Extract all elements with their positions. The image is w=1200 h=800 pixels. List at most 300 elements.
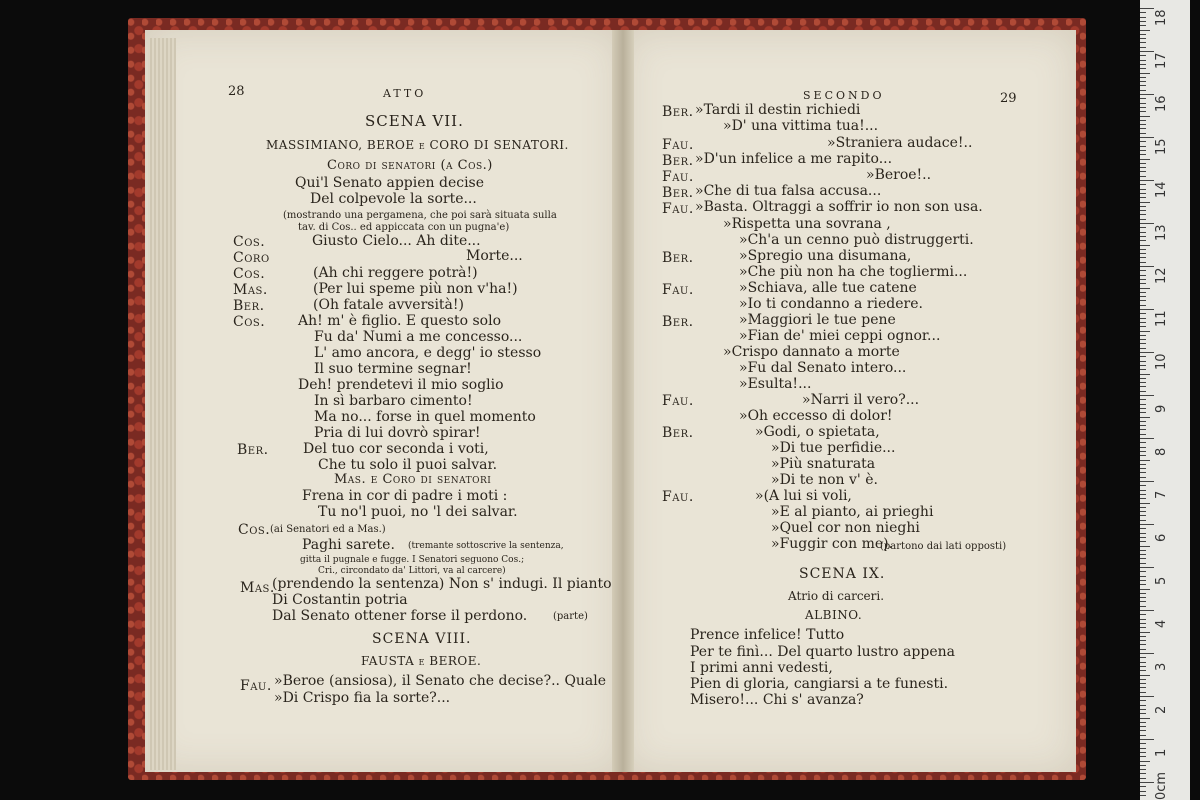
ruler-tick bbox=[1140, 167, 1146, 168]
ruler-tick bbox=[1140, 180, 1154, 181]
ruler-tick bbox=[1140, 503, 1150, 504]
verse-line: »D'un infelice a me rapito... bbox=[695, 151, 893, 167]
ruler-tick bbox=[1140, 589, 1150, 590]
ruler-tick bbox=[1140, 150, 1146, 151]
ruler-tick bbox=[1140, 232, 1146, 233]
scene-characters-7: MASSIMIANO, BEROE e CORO DI SENATORI. bbox=[266, 138, 569, 152]
verse-line: »Io ti condanno a riedere. bbox=[739, 296, 923, 312]
verse-line: Del tuo cor seconda i voti, bbox=[303, 441, 489, 457]
measurement-ruler bbox=[1140, 0, 1190, 800]
page-number-left: 28 bbox=[228, 84, 245, 99]
ruler-tick bbox=[1140, 765, 1146, 766]
ruler-tick bbox=[1140, 425, 1146, 426]
verse-line: »Rispetta una sovrana , bbox=[723, 216, 891, 232]
ruler-tick bbox=[1140, 601, 1146, 602]
ruler-tick bbox=[1140, 692, 1146, 693]
verse-line: Ma no... forse in quel momento bbox=[314, 409, 536, 425]
verse-line: Frena in cor di padre i moti : bbox=[302, 488, 508, 504]
ruler-tick bbox=[1140, 55, 1146, 56]
ruler-tick bbox=[1140, 257, 1146, 258]
ruler-tick bbox=[1140, 137, 1154, 138]
ruler-tick bbox=[1140, 494, 1146, 495]
ruler-label: 4 bbox=[1154, 619, 1169, 628]
ruler-tick bbox=[1140, 619, 1146, 620]
book-gutter bbox=[612, 30, 634, 772]
verse-line: »Di Crispo fia la sorte?... bbox=[274, 690, 451, 706]
ruler-tick bbox=[1140, 378, 1146, 379]
ruler-tick bbox=[1140, 558, 1146, 559]
ruler-tick bbox=[1140, 442, 1146, 443]
speaker-label: Mas. bbox=[240, 580, 275, 596]
verse-line: »Fuggir con me). bbox=[771, 536, 894, 552]
ruler-tick bbox=[1140, 227, 1146, 228]
ruler-tick bbox=[1140, 210, 1146, 211]
ruler-tick bbox=[1140, 468, 1146, 469]
ruler-tick bbox=[1140, 481, 1154, 482]
ruler-tick bbox=[1140, 120, 1146, 121]
ruler-label: 15 bbox=[1154, 138, 1169, 155]
ruler-tick bbox=[1140, 597, 1146, 598]
stage-direction: (parte) bbox=[553, 611, 588, 622]
ruler-tick bbox=[1140, 666, 1146, 667]
speaker-label: Ber. bbox=[237, 442, 269, 458]
ruler-tick bbox=[1140, 528, 1146, 529]
verse-line: »Tardi il destin richiedi bbox=[695, 102, 861, 118]
ruler-tick bbox=[1140, 408, 1146, 409]
ruler-tick bbox=[1140, 245, 1150, 246]
ruler-tick bbox=[1140, 253, 1146, 254]
ruler-tick bbox=[1140, 339, 1146, 340]
ruler-tick bbox=[1140, 236, 1146, 237]
ruler-tick bbox=[1140, 73, 1150, 74]
ruler-tick bbox=[1140, 584, 1146, 585]
ruler-tick bbox=[1140, 429, 1146, 430]
ruler-label: 7 bbox=[1154, 490, 1169, 499]
ruler-tick bbox=[1140, 90, 1146, 91]
verse-line: »Che di tua falsa accusa... bbox=[695, 183, 882, 199]
ruler-tick bbox=[1140, 537, 1146, 538]
ruler-tick bbox=[1140, 644, 1146, 645]
ruler-tick bbox=[1140, 472, 1146, 473]
ruler-tick bbox=[1140, 313, 1146, 314]
verse-line: Morte... bbox=[466, 248, 523, 264]
speaker-label: Ber. bbox=[662, 314, 694, 330]
ruler-label: 8 bbox=[1154, 447, 1169, 456]
ruler-tick bbox=[1140, 189, 1146, 190]
verse-line: »Beroe (ansiosa), il Senato che decise?.. Quale bbox=[274, 673, 607, 689]
ruler-tick bbox=[1140, 98, 1146, 99]
ruler-label: 1 bbox=[1154, 748, 1169, 757]
coro-heading: Coro di senatori (a Cos.) bbox=[327, 158, 493, 173]
ruler-tick bbox=[1140, 515, 1146, 516]
ruler-tick bbox=[1140, 361, 1146, 362]
verse-line: »Crispo dannato a morte bbox=[723, 344, 900, 360]
ruler-tick bbox=[1140, 541, 1146, 542]
ruler-tick bbox=[1140, 778, 1146, 779]
ruler-label: 2 bbox=[1154, 705, 1169, 714]
ruler-tick bbox=[1140, 761, 1150, 762]
verse-line: »Oh eccesso di dolor! bbox=[739, 408, 893, 424]
ruler-label: 18 bbox=[1154, 9, 1169, 26]
ruler-tick bbox=[1140, 331, 1150, 332]
ruler-tick bbox=[1140, 670, 1146, 671]
ruler-tick bbox=[1140, 107, 1146, 108]
ruler-tick bbox=[1140, 507, 1146, 508]
ruler-tick bbox=[1140, 60, 1146, 61]
scene-characters-8: FAUSTA e BEROE. bbox=[361, 654, 482, 668]
ruler-tick bbox=[1140, 756, 1146, 757]
ruler-tick bbox=[1140, 386, 1146, 387]
ruler-tick bbox=[1140, 51, 1154, 52]
ruler-tick bbox=[1140, 352, 1154, 353]
verse-line: »Fu dal Senato intero... bbox=[739, 360, 907, 376]
speaker-group: Mas. e Coro di senatori bbox=[334, 472, 492, 487]
ruler-tick bbox=[1140, 38, 1146, 39]
verse-line: »Quel cor non nieghi bbox=[771, 520, 920, 536]
verse-line: Misero!... Chi s' avanza? bbox=[690, 692, 864, 708]
ruler-tick bbox=[1140, 743, 1146, 744]
speaker-label: Ber. bbox=[662, 104, 694, 120]
ruler-tick bbox=[1140, 434, 1146, 435]
verse-line: Per te finì... Del quarto lustro appena bbox=[690, 644, 955, 660]
speaker-label: Fau. bbox=[662, 393, 694, 409]
ruler-tick bbox=[1140, 455, 1146, 456]
verse-line: (prendendo la sentenza) Non s' indugi. Il pianto bbox=[272, 576, 612, 592]
verse-line: »Straniera audace!.. bbox=[827, 135, 973, 151]
ruler-tick bbox=[1140, 292, 1146, 293]
verse-line: »Più snaturata bbox=[771, 456, 876, 472]
ruler-tick bbox=[1140, 636, 1146, 637]
ruler-tick bbox=[1140, 421, 1146, 422]
ruler-tick bbox=[1140, 279, 1146, 280]
verse-line: Il suo termine segnar! bbox=[314, 361, 472, 377]
ruler-tick bbox=[1140, 275, 1146, 276]
speaker-label: Fau. bbox=[662, 169, 694, 185]
speaker-label: Cos. bbox=[233, 266, 266, 282]
ruler-tick bbox=[1140, 283, 1146, 284]
ruler-tick bbox=[1140, 21, 1146, 22]
ruler-tick bbox=[1140, 653, 1154, 654]
ruler-tick bbox=[1140, 567, 1154, 568]
ruler-tick bbox=[1140, 64, 1146, 65]
ruler-tick bbox=[1140, 300, 1146, 301]
ruler-tick bbox=[1140, 111, 1146, 112]
ruler-tick bbox=[1140, 404, 1146, 405]
ruler-tick bbox=[1140, 374, 1150, 375]
ruler-tick bbox=[1140, 128, 1146, 129]
verse-line: Deh! prendetevi il mio soglio bbox=[298, 377, 504, 393]
ruler-tick bbox=[1140, 365, 1146, 366]
ruler-tick bbox=[1140, 614, 1146, 615]
verse-line: Tu no'l puoi, no 'l dei salvar. bbox=[318, 504, 518, 520]
ruler-label: 17 bbox=[1154, 52, 1169, 69]
ruler-tick bbox=[1140, 47, 1146, 48]
ruler-tick bbox=[1140, 571, 1146, 572]
ruler-tick bbox=[1140, 477, 1146, 478]
ruler-tick bbox=[1140, 705, 1146, 706]
scene-title-8: SCENA VIII. bbox=[372, 631, 472, 647]
ruler-tick bbox=[1140, 511, 1146, 512]
ruler-tick bbox=[1140, 662, 1146, 663]
verse-line: Che tu solo il puoi salvar. bbox=[318, 457, 498, 473]
ruler-tick bbox=[1140, 193, 1146, 194]
verse-line: »Maggiori le tue pene bbox=[739, 312, 896, 328]
stage-direction: (tremante sottoscrive la sentenza, bbox=[408, 541, 564, 551]
ruler-tick bbox=[1140, 464, 1146, 465]
ruler-tick bbox=[1140, 640, 1146, 641]
speaker-label: Cos. bbox=[238, 522, 271, 538]
verse-line: »(A lui si voli, bbox=[755, 488, 852, 504]
stage-direction: tav. di Cos.. ed appiccata con un pugna'e) bbox=[298, 222, 510, 233]
ruler-tick bbox=[1140, 154, 1146, 155]
ruler-tick bbox=[1140, 262, 1146, 263]
ruler-tick bbox=[1140, 730, 1146, 731]
verse-line: Fu da' Numi a me concesso... bbox=[314, 329, 523, 345]
speaker-label: Mas. bbox=[233, 282, 268, 298]
ruler-tick bbox=[1140, 657, 1146, 658]
page-edges bbox=[148, 38, 176, 770]
ruler-tick bbox=[1140, 318, 1146, 319]
verse-line: I primi anni vedesti, bbox=[690, 660, 833, 676]
ruler-tick bbox=[1140, 460, 1150, 461]
verse-line: L' amo ancora, e degg' io stesso bbox=[314, 345, 542, 361]
verse-line: »Fian de' miei ceppi ognor... bbox=[739, 328, 941, 344]
ruler-tick bbox=[1140, 85, 1146, 86]
ruler-tick bbox=[1140, 713, 1146, 714]
ruler-tick bbox=[1140, 159, 1150, 160]
scene-title-7: SCENA VII. bbox=[365, 112, 464, 130]
speaker-label: Ber. bbox=[662, 425, 694, 441]
ruler-tick bbox=[1140, 141, 1146, 142]
ruler-tick bbox=[1140, 42, 1146, 43]
ruler-tick bbox=[1140, 171, 1146, 172]
ruler-tick bbox=[1140, 485, 1146, 486]
verse-line: (Per lui speme più non v'ha!) bbox=[313, 281, 518, 297]
ruler-tick bbox=[1140, 533, 1146, 534]
ruler-tick bbox=[1140, 309, 1154, 310]
ruler-label: 5 bbox=[1154, 576, 1169, 585]
ruler-tick bbox=[1140, 12, 1146, 13]
page-number-right: 29 bbox=[1000, 91, 1017, 106]
ruler-tick bbox=[1140, 722, 1146, 723]
ruler-tick bbox=[1140, 124, 1146, 125]
ruler-tick bbox=[1140, 176, 1146, 177]
ruler-label: 16 bbox=[1154, 95, 1169, 112]
verse-line: »Di te non v' è. bbox=[771, 472, 878, 488]
ruler-tick bbox=[1140, 623, 1146, 624]
ruler-label: 9 bbox=[1154, 404, 1169, 413]
ruler-tick bbox=[1140, 335, 1146, 336]
speaker-label: Ber. bbox=[662, 185, 694, 201]
ruler-label: 13 bbox=[1154, 224, 1169, 241]
ruler-tick bbox=[1140, 94, 1154, 95]
ruler-tick bbox=[1140, 748, 1146, 749]
ruler-tick bbox=[1140, 305, 1146, 306]
verse-line: »Basta. Oltraggi a soffrir io non son usa. bbox=[695, 199, 983, 215]
ruler-tick bbox=[1140, 447, 1146, 448]
ruler-tick bbox=[1140, 326, 1146, 327]
verse-line: Dal Senato ottener forse il perdono. bbox=[272, 608, 528, 624]
ruler-tick bbox=[1140, 498, 1146, 499]
ruler-tick bbox=[1140, 791, 1146, 792]
ruler-tick bbox=[1140, 116, 1150, 117]
ruler-tick bbox=[1140, 563, 1146, 564]
ruler-tick bbox=[1140, 296, 1146, 297]
verse-line: »Narri il vero?... bbox=[802, 392, 920, 408]
ruler-tick bbox=[1140, 8, 1154, 9]
ruler-tick bbox=[1140, 524, 1154, 525]
verse-line: Pien di gloria, cangiarsi a te funesti. bbox=[690, 676, 949, 692]
verse-line: (Oh fatale avversità!) bbox=[313, 297, 464, 313]
ruler-tick bbox=[1140, 77, 1146, 78]
ruler-label: 3 bbox=[1154, 662, 1169, 671]
ruler-tick bbox=[1140, 786, 1146, 787]
ruler-tick bbox=[1140, 546, 1150, 547]
ruler-tick bbox=[1140, 632, 1150, 633]
ruler-tick bbox=[1140, 34, 1146, 35]
ruler-tick bbox=[1140, 391, 1146, 392]
verse-line: »Ch'a un cenno può distruggerti. bbox=[739, 232, 974, 248]
ruler-tick bbox=[1140, 103, 1146, 104]
ruler-label: 6 bbox=[1154, 533, 1169, 542]
ruler-tick bbox=[1140, 249, 1146, 250]
ruler-tick bbox=[1140, 606, 1146, 607]
verse-line: Prence infelice! Tutto bbox=[690, 627, 845, 643]
verse-line: (Ah chi reggere potrà!) bbox=[313, 265, 478, 281]
ruler-tick bbox=[1140, 687, 1146, 688]
ruler-tick bbox=[1140, 782, 1154, 783]
ruler-tick bbox=[1140, 202, 1150, 203]
ruler-label: 0cm bbox=[1154, 771, 1169, 800]
ruler-tick bbox=[1140, 382, 1146, 383]
ruler-tick bbox=[1140, 554, 1146, 555]
ruler-tick bbox=[1140, 369, 1146, 370]
ruler-tick bbox=[1140, 679, 1146, 680]
ruler-tick bbox=[1140, 739, 1154, 740]
ruler-tick bbox=[1140, 700, 1146, 701]
ruler-tick bbox=[1140, 412, 1146, 413]
verse-line: Giusto Cielo... Ah dite... bbox=[312, 233, 481, 249]
ruler-tick bbox=[1140, 30, 1150, 31]
verse-line: »Di tue perfidie... bbox=[771, 440, 896, 456]
ruler-tick bbox=[1140, 146, 1146, 147]
stage-direction: (mostrando una pergamena, che poi sarà situata sulla bbox=[283, 210, 557, 221]
ruler-tick bbox=[1140, 718, 1150, 719]
ruler-tick bbox=[1140, 769, 1146, 770]
stage-direction: gitta il pugnale e fugge. I Senatori seguono Cos.; bbox=[300, 555, 525, 565]
ruler-tick bbox=[1140, 417, 1150, 418]
speaker-label: Fau. bbox=[662, 201, 694, 217]
ruler-tick bbox=[1140, 206, 1146, 207]
ruler-tick bbox=[1140, 266, 1154, 267]
ruler-tick bbox=[1140, 240, 1146, 241]
speaker-label: Cos. bbox=[233, 314, 266, 330]
ruler-tick bbox=[1140, 17, 1146, 18]
speaker-label: Fau. bbox=[662, 282, 694, 298]
ruler-tick bbox=[1140, 696, 1154, 697]
verse-line: Paghi sarete. bbox=[302, 537, 395, 553]
speaker-label: Fau. bbox=[662, 137, 694, 153]
ruler-tick bbox=[1140, 270, 1146, 271]
ruler-tick bbox=[1140, 438, 1154, 439]
ruler-label: 12 bbox=[1154, 267, 1169, 284]
ruler-tick bbox=[1140, 184, 1146, 185]
ruler-tick bbox=[1140, 683, 1146, 684]
ruler-tick bbox=[1140, 795, 1146, 796]
ruler-tick bbox=[1140, 133, 1146, 134]
ruler-tick bbox=[1140, 520, 1146, 521]
ruler-tick bbox=[1140, 395, 1154, 396]
ruler-tick bbox=[1140, 356, 1146, 357]
ruler-tick bbox=[1140, 675, 1150, 676]
stage-direction: Cri., circondato da' Littori, va al carcere) bbox=[318, 566, 506, 576]
ruler-label: 14 bbox=[1154, 181, 1169, 198]
ruler-tick bbox=[1140, 752, 1146, 753]
verse-line: »Godi, o spietata, bbox=[755, 424, 880, 440]
ruler-tick bbox=[1140, 223, 1154, 224]
ruler-tick bbox=[1140, 163, 1146, 164]
ruler-tick bbox=[1140, 343, 1146, 344]
ruler-tick bbox=[1140, 649, 1146, 650]
stage-direction: (ai Senatori ed a Mas.) bbox=[270, 524, 386, 535]
stage-direction: (partono dai lati opposti) bbox=[880, 541, 1007, 552]
ruler-tick bbox=[1140, 580, 1146, 581]
verse-line: »Beroe!.. bbox=[866, 167, 932, 183]
speaker-label: Ber. bbox=[662, 250, 694, 266]
verse-line: »Schiava, alle tue catene bbox=[739, 280, 917, 296]
scene-title-9: SCENA IX. bbox=[799, 566, 886, 582]
ruler-tick bbox=[1140, 593, 1146, 594]
ruler-tick bbox=[1140, 81, 1146, 82]
speaker-label: Fau. bbox=[240, 678, 272, 694]
speaker-label: Ber. bbox=[233, 298, 265, 314]
scene-setting: Atrio di carceri. bbox=[788, 589, 885, 603]
speaker-label: Fau. bbox=[662, 489, 694, 505]
verse-line: »E al pianto, ai prieghi bbox=[771, 504, 934, 520]
running-head-left: ATTO bbox=[383, 87, 427, 100]
speaker-label: Cos. bbox=[233, 234, 266, 250]
verse-line: In sì barbaro cimento! bbox=[314, 393, 473, 409]
ruler-tick bbox=[1140, 550, 1146, 551]
ruler-tick bbox=[1140, 490, 1146, 491]
verse-line: »D' una vittima tua!... bbox=[723, 118, 879, 134]
scene-character: ALBINO. bbox=[805, 608, 863, 622]
ruler-tick bbox=[1140, 219, 1146, 220]
verse-line: »Spregio una disumana, bbox=[739, 248, 912, 264]
ruler-tick bbox=[1140, 399, 1146, 400]
speaker-label: Ber. bbox=[662, 153, 694, 169]
ruler-tick bbox=[1140, 25, 1146, 26]
verse-line: Del colpevole la sorte... bbox=[310, 191, 477, 207]
ruler-tick bbox=[1140, 197, 1146, 198]
ruler-label: 11 bbox=[1154, 310, 1169, 327]
ruler-tick bbox=[1140, 214, 1146, 215]
ruler-tick bbox=[1140, 735, 1146, 736]
ruler-tick bbox=[1140, 726, 1146, 727]
speaker-label: Coro bbox=[233, 250, 270, 266]
verse-line: Pria di lui dovrò spirar! bbox=[314, 425, 481, 441]
verse-line: Di Costantin potria bbox=[272, 592, 408, 608]
ruler-tick bbox=[1140, 627, 1146, 628]
ruler-tick bbox=[1140, 68, 1146, 69]
ruler-tick bbox=[1140, 288, 1150, 289]
ruler-tick bbox=[1140, 576, 1146, 577]
verse-line: Ah! m' è figlio. E questo solo bbox=[298, 313, 501, 329]
verse-line: »Esulta!... bbox=[739, 376, 812, 392]
verse-line: »Che più non ha che togliermi... bbox=[739, 264, 968, 280]
ruler-tick bbox=[1140, 451, 1146, 452]
ruler-tick bbox=[1140, 709, 1146, 710]
